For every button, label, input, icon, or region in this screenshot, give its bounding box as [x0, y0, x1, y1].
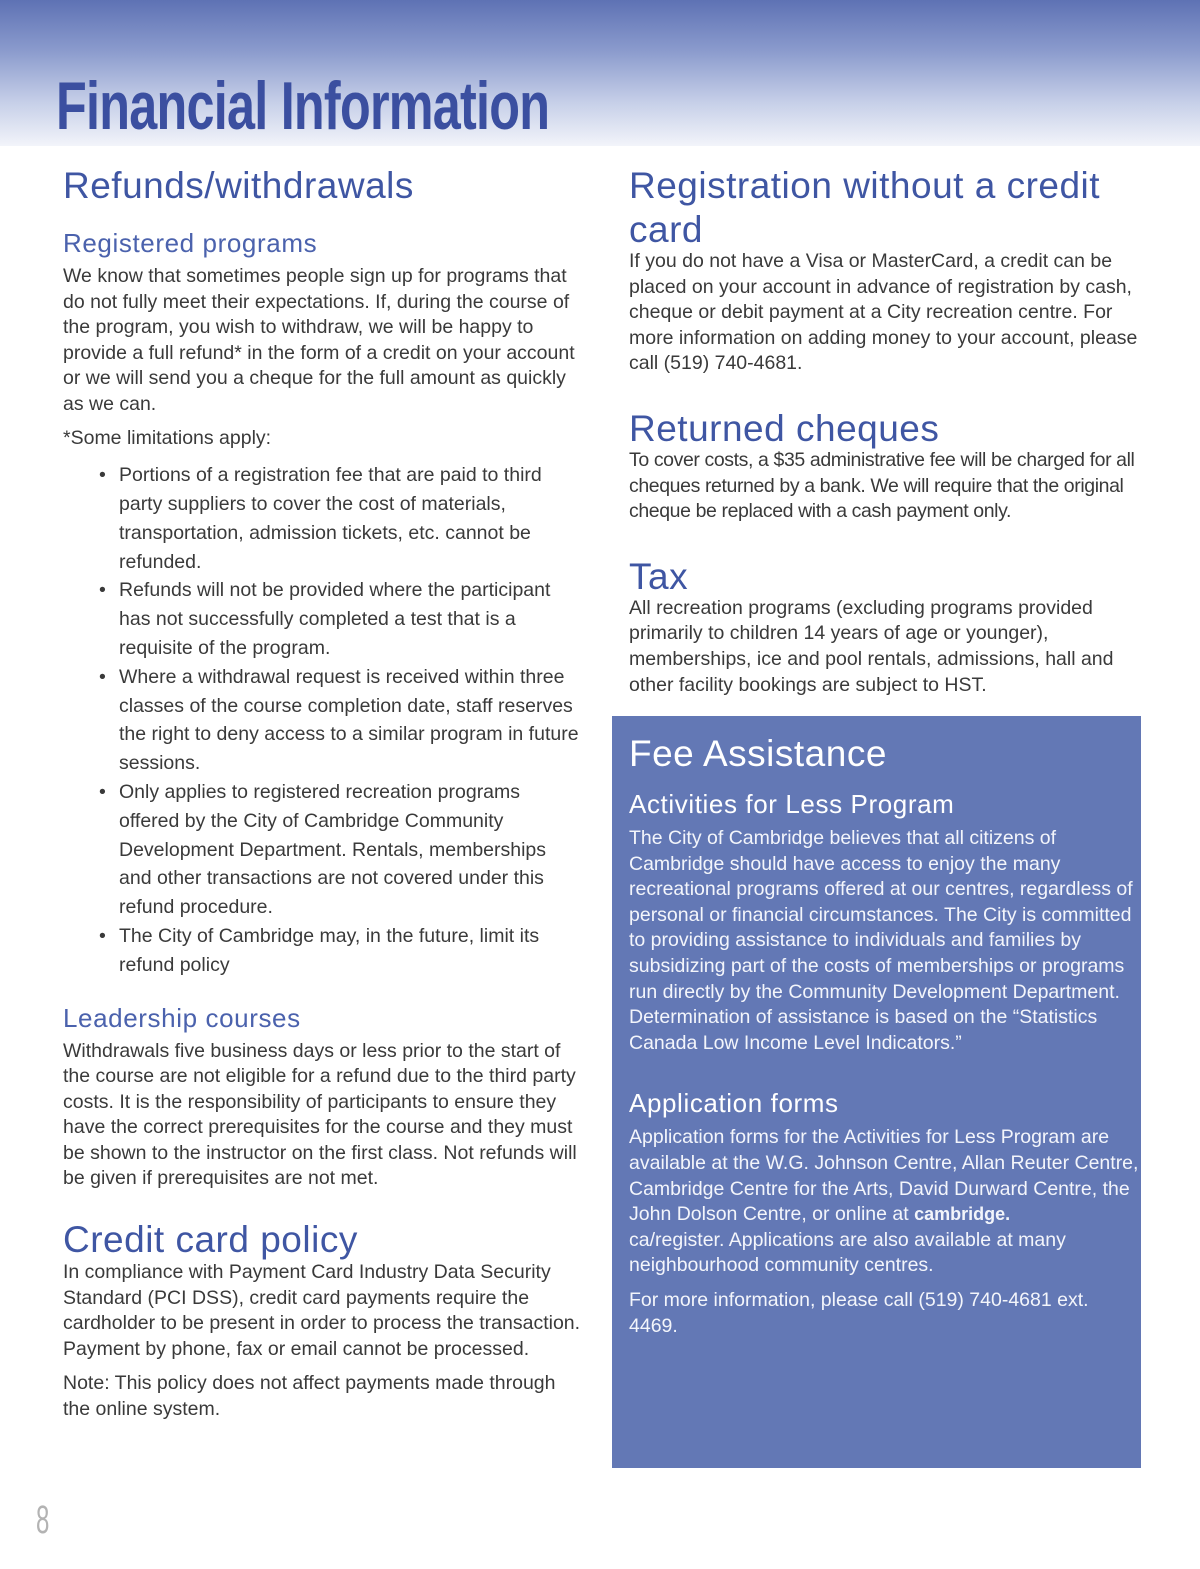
credit-card-policy-heading: Credit card policy	[63, 1219, 358, 1261]
application-forms-text-start: Application forms for the Activities for Less Program are available at the W.G. Johnson Centre, Allan Reuter Centre, Cambridge Centre for the Arts, David Durward Centre, the John Dolson Centre, or online at	[629, 1126, 1139, 1226]
list-item: • Portions of a registration fee that are paid to third party suppliers to cover the cost of materials, transportation, admission tickets, etc. cannot be refunded.	[119, 461, 583, 576]
returned-cheques-text: To cover costs, a $35 administrative fee will be charged for all cheques returned by a bank. We will require that the original cheque be replaced with a cash payment only.	[629, 448, 1135, 523]
application-forms-text	[629, 1125, 1139, 1279]
application-forms-heading: Application forms	[629, 1088, 839, 1119]
tax-heading: Tax	[629, 555, 689, 597]
left-column	[63, 164, 583, 1423]
credit-card-policy-note: Note: This policy does not affect payments made through the online system.	[63, 1372, 556, 1421]
fee-assistance-panel	[612, 716, 1141, 1468]
leadership-courses-heading: Leadership courses	[63, 1002, 301, 1033]
right-column	[629, 164, 1144, 698]
registration-website-link-end[interactable]: ca/register	[629, 1228, 719, 1251]
activities-for-less-text: The City of Cambridge believes that all citizens of Cambridge should have access to enjoy the many recreational programs offered at our centres, regardless of personal or financial circumstances. The City is committed to providing assistance to individuals and families by subsidizing part of the costs of memberships or programs run directly by the Community Development Department. Determination of assistance is based on the “Statistics Canada Low Income Level Indicators.”	[629, 827, 1133, 1054]
page-number: 8	[36, 1498, 50, 1542]
fee-assistance-heading: Fee Assistance	[629, 733, 887, 774]
fee-assistance-contact: For more information, please call (519) 740-4681 ext. 4469.	[629, 1288, 1089, 1337]
page-title: Financial Information	[56, 68, 550, 144]
list-item: • The City of Cambridge may, in the future, limit its refund policy	[119, 922, 583, 980]
activities-for-less-heading: Activities for Less Program	[629, 789, 955, 819]
tax-text: All recreation programs (excluding programs provided primarily to children 14 years of age or younger), memberships, ice and pool rentals, admissions, hall and other facility bookings are subject to HST.	[629, 596, 1114, 696]
refunds-heading: Refunds/withdrawals	[63, 165, 414, 206]
limitations-note: *Some limitations apply:	[63, 426, 272, 449]
registration-website-link[interactable]: cambridge.	[914, 1204, 1011, 1225]
list-item: • Only applies to registered recreation programs offered by the City of Cambridge Community Development Department. Rentals, memberships and other transactions are not covered under this refund procedure.	[119, 778, 583, 922]
leadership-courses-text: Withdrawals five business days or less prior to the start of the course are not eligible for a refund due to the third party costs. It is the responsibility of participants to ensure they have the correct prerequisites for the course and they must be shown to the instructor on the first class. Not refunds will be given if prerequisites are not met.	[63, 1039, 577, 1190]
list-item: • Refunds will not be provided where the participant has not successfully completed a test that is a requisite of the program.	[119, 576, 583, 662]
list-item: • Where a withdrawal request is received within three classes of the course completion date, staff reserves the right to deny access to a similar program in future sessions.	[119, 663, 583, 778]
registered-programs-heading: Registered programs	[63, 228, 318, 258]
registration-without-card-text: If you do not have a Visa or MasterCard, a credit can be placed on your account in advance of registration by cash, cheque or debit payment at a City recreation centre. For more information on adding money to your account, please call (519) 740-4681.	[629, 250, 1138, 375]
credit-card-policy-text: In compliance with Payment Card Industry Data Security Standard (PCI DSS), credit card payments require the cardholder to be present in order to process the transaction. Payment by phone, fax or email cannot be processed.	[63, 1261, 581, 1360]
registered-programs-text: We know that sometimes people sign up for programs that do not fully meet their expectations. If, during the course of the program, you wish to withdraw, we will be happy to provide a full refund* in the form of a credit on your account or we will send you a cheque for the full amount as quickly as we can.	[63, 265, 575, 415]
fee-assistance-content	[629, 732, 1139, 1339]
application-forms-text-end: . Applications are also available at many neighbourhood community centres.	[629, 1228, 1066, 1277]
registration-without-card-heading: Registration without a credit card	[629, 165, 1101, 250]
returned-cheques-heading: Returned cheques	[629, 407, 940, 449]
refund-limitations-list	[63, 461, 583, 979]
